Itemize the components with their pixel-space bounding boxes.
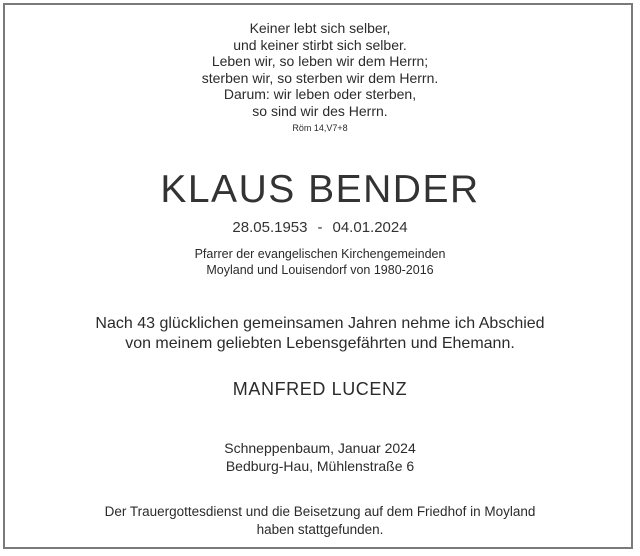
place-line: Schneppenbaum, Januar 2024 — [224, 440, 416, 456]
verse-reference: Röm 14,V7+8 — [292, 123, 348, 133]
farewell-message — [0, 314, 640, 354]
message-line: von meinem geliebten Lebensgefährten und Ehemann. — [125, 335, 515, 352]
funeral-note — [0, 503, 640, 538]
verse-line: Darum: wir leben oder sterben, — [223, 86, 417, 102]
place-and-date — [0, 439, 640, 475]
verse-line: so sind wir des Herrn. — [252, 102, 388, 119]
note-line: Der Trauergottesdienst und die Beisetzung auf dem Friedhof in Moyland — [104, 504, 536, 519]
verse-line: Leben wir, so leben wir dem Herrn; — [211, 53, 429, 69]
signer-name: MANFRED LUCENZ — [232, 379, 408, 399]
note-line: haben stattgefunden. — [256, 521, 384, 537]
verse-line: Keiner lebt sich selber, — [249, 20, 391, 36]
address-line: Bedburg-Hau, Mühlenstraße 6 — [225, 458, 415, 474]
deceased-role — [0, 246, 640, 278]
life-dates — [0, 219, 640, 237]
verse-line: sterben wir, so sterben wir dem Herrn. — [201, 69, 439, 86]
deceased-name: KLAUS BENDER — [160, 168, 480, 211]
role-line: Pfarrer der evangelischen Kirchengemeinden — [194, 247, 446, 261]
role-line: Moyland und Louisendorf von 1980-2016 — [206, 263, 434, 277]
death-date: 04.01.2024 — [332, 219, 408, 236]
message-line: Nach 43 glücklichen gemeinsamen Jahren nehme ich Abschied — [95, 315, 545, 332]
verse-line: und keiner stirbt sich selber. — [233, 36, 407, 53]
birth-date: 28.05.1953 — [232, 219, 308, 236]
date-separator: - — [317, 219, 323, 236]
bible-verse — [0, 20, 640, 135]
